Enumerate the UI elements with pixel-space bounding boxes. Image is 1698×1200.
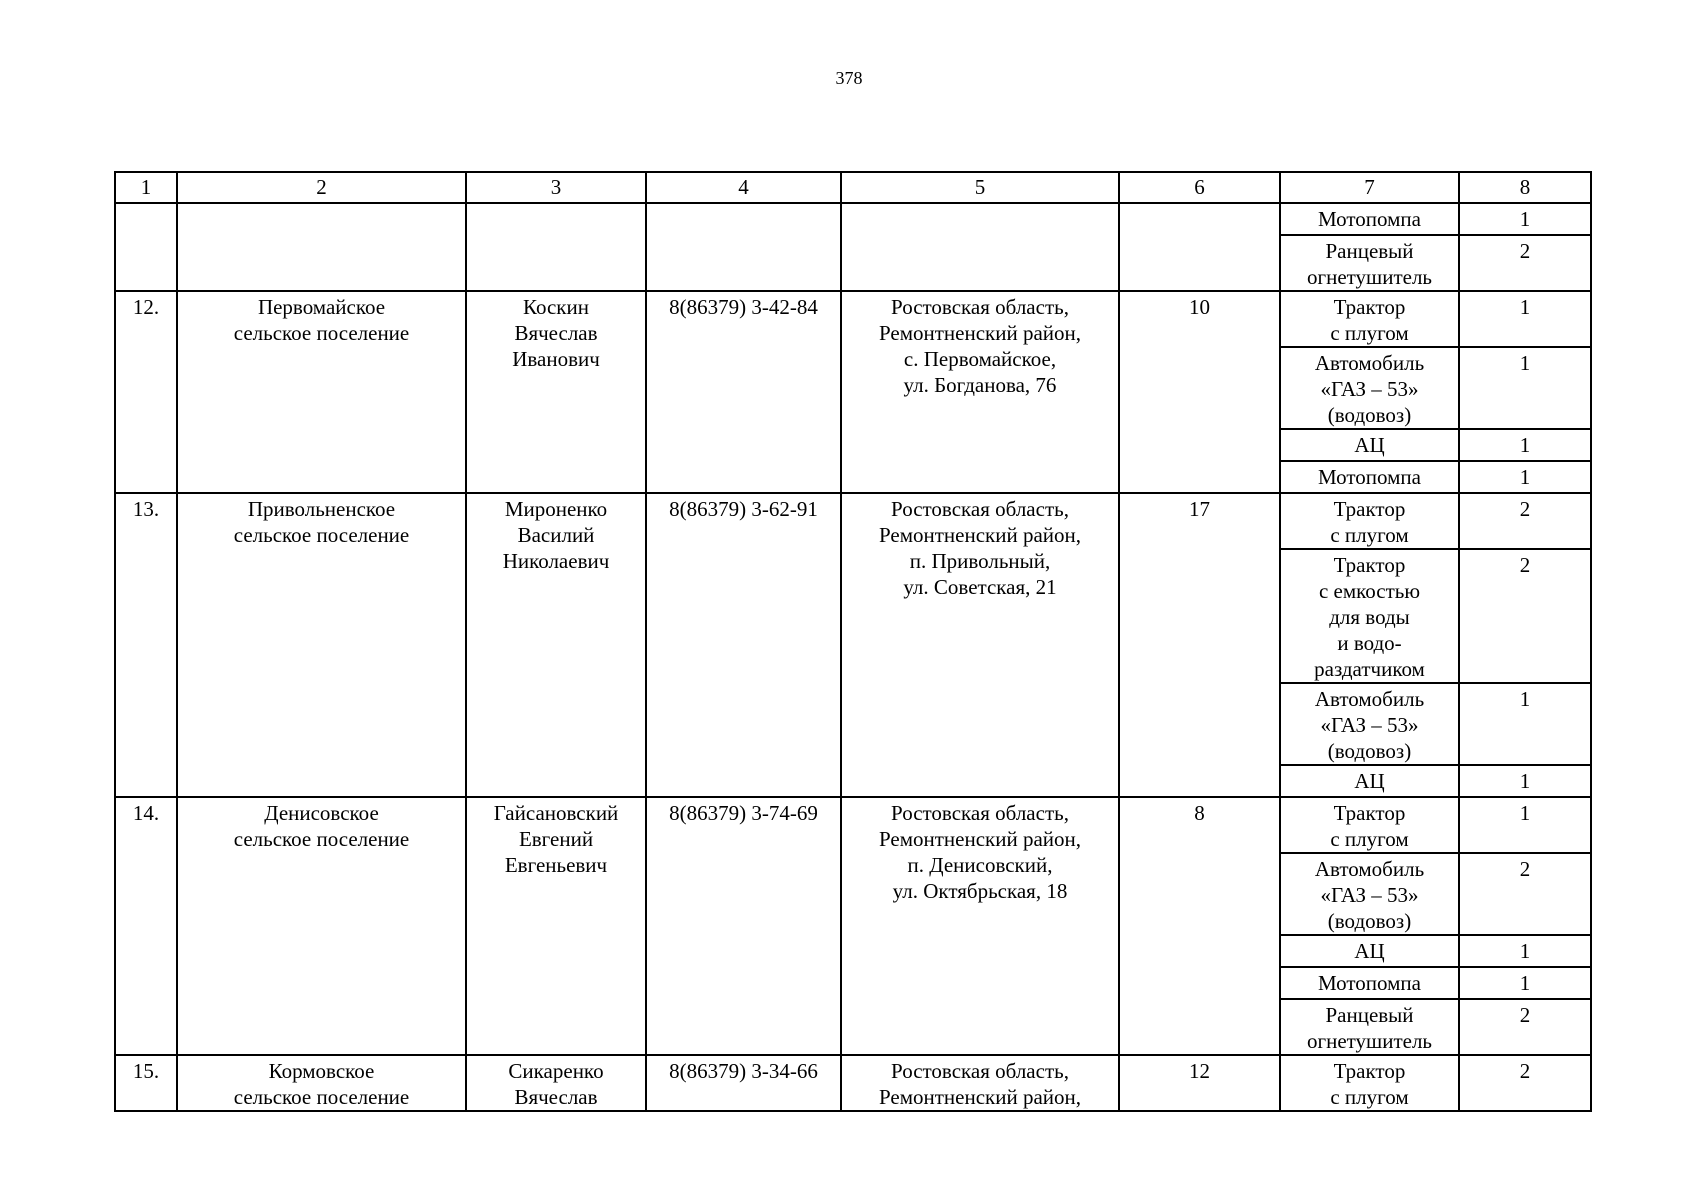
address: Ростовская область, Ремонтненский район,	[841, 1055, 1119, 1111]
equipment-name: Трактор с плугом	[1280, 797, 1459, 853]
empty-cell	[1119, 203, 1280, 291]
row-number: 15.	[115, 1055, 177, 1111]
equipment-name: Мотопомпа	[1280, 461, 1459, 493]
address: Ростовская область, Ремонтненский район, с. Первомайское, ул. Богданова, 76	[841, 291, 1119, 493]
equipment-name: Трактор с плугом	[1280, 291, 1459, 347]
phone-number: 8(86379) 3-42-84	[646, 291, 841, 493]
settlement-name: Денисовское сельское поселение	[177, 797, 466, 1055]
equipment-count: 1	[1459, 347, 1591, 429]
equipment-count: 1	[1459, 203, 1591, 235]
header-cell: 4	[646, 172, 841, 203]
equipment-name: Автомобиль «ГАЗ – 53» (водовоз)	[1280, 853, 1459, 935]
header-cell: 7	[1280, 172, 1459, 203]
header-cell: 6	[1119, 172, 1280, 203]
equipment-name: Мотопомпа	[1280, 967, 1459, 999]
equipment-count: 1	[1459, 291, 1591, 347]
header-cell: 2	[177, 172, 466, 203]
equipment-count: 1	[1459, 429, 1591, 461]
equipment-count: 2	[1459, 999, 1591, 1055]
table-row	[115, 797, 1591, 853]
people-count: 10	[1119, 291, 1280, 493]
header-cell: 5	[841, 172, 1119, 203]
header-cell: 3	[466, 172, 646, 203]
equipment-name: Ранцевый огнетушитель	[1280, 235, 1459, 291]
empty-cell	[115, 203, 177, 291]
people-count: 17	[1119, 493, 1280, 797]
equipment-count: 2	[1459, 493, 1591, 549]
head-name: Коскин Вячеслав Иванович	[466, 291, 646, 493]
phone-number: 8(86379) 3-34-66	[646, 1055, 841, 1111]
row-number: 13.	[115, 493, 177, 797]
header-cell: 1	[115, 172, 177, 203]
empty-cell	[646, 203, 841, 291]
row-number: 12.	[115, 291, 177, 493]
empty-cell	[466, 203, 646, 291]
equipment-name: Автомобиль «ГАЗ – 53» (водовоз)	[1280, 683, 1459, 765]
equipment-name: АЦ	[1280, 935, 1459, 967]
equipment-name: Трактор с плугом	[1280, 1055, 1459, 1111]
equipment-count: 2	[1459, 1055, 1591, 1111]
people-count: 8	[1119, 797, 1280, 1055]
equipment-count: 1	[1459, 765, 1591, 797]
head-name: Гайсановский Евгений Евгеньевич	[466, 797, 646, 1055]
table-row	[115, 1055, 1591, 1111]
header-cell: 8	[1459, 172, 1591, 203]
row-number: 14.	[115, 797, 177, 1055]
equipment-count: 2	[1459, 853, 1591, 935]
settlement-name: Кормовское сельское поселение	[177, 1055, 466, 1111]
equipment-count: 1	[1459, 683, 1591, 765]
equipment-name: Трактор с плугом	[1280, 493, 1459, 549]
people-count: 12	[1119, 1055, 1280, 1111]
equipment-name: Трактор с емкостью для воды и водо- раздатчиком	[1280, 549, 1459, 683]
equipment-name: Мотопомпа	[1280, 203, 1459, 235]
head-name: Мироненко Василий Николаевич	[466, 493, 646, 797]
empty-cell	[841, 203, 1119, 291]
empty-cell	[177, 203, 466, 291]
equipment-count: 1	[1459, 935, 1591, 967]
equipment-count: 1	[1459, 967, 1591, 999]
equipment-count: 2	[1459, 549, 1591, 683]
table-row	[115, 493, 1591, 549]
address: Ростовская область, Ремонтненский район, п. Денисовский, ул. Октябрьская, 18	[841, 797, 1119, 1055]
head-name: Сикаренко Вячеслав	[466, 1055, 646, 1111]
table-row	[115, 203, 1591, 235]
equipment-count: 1	[1459, 461, 1591, 493]
phone-number: 8(86379) 3-74-69	[646, 797, 841, 1055]
table-header-row	[115, 172, 1591, 203]
settlement-name: Привольненское сельское поселение	[177, 493, 466, 797]
equipment-name: АЦ	[1280, 429, 1459, 461]
phone-number: 8(86379) 3-62-91	[646, 493, 841, 797]
equipment-name: Ранцевый огнетушитель	[1280, 999, 1459, 1055]
page-number: 378	[835, 68, 863, 88]
equipment-table	[114, 171, 1592, 1112]
address: Ростовская область, Ремонтненский район, п. Привольный, ул. Советская, 21	[841, 493, 1119, 797]
settlement-name: Первомайское сельское поселение	[177, 291, 466, 493]
equipment-count: 1	[1459, 797, 1591, 853]
equipment-name: АЦ	[1280, 765, 1459, 797]
table-row	[115, 291, 1591, 347]
equipment-count: 2	[1459, 235, 1591, 291]
equipment-name: Автомобиль «ГАЗ – 53» (водовоз)	[1280, 347, 1459, 429]
